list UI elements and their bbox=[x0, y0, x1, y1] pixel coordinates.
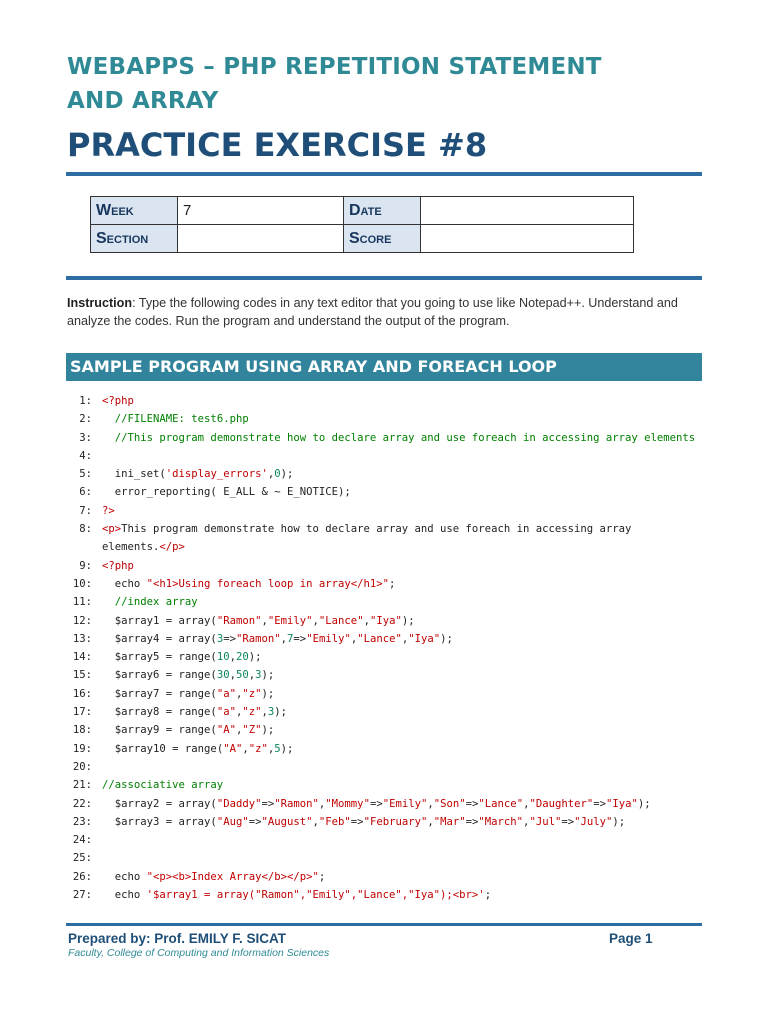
code-line bbox=[66, 721, 706, 739]
line-number: 11: bbox=[72, 596, 92, 609]
code-token: '$array1 = array("Ramon","Emily","Lance","Iya");<br>' bbox=[146, 889, 485, 902]
code-token: $array6 = range( bbox=[114, 669, 217, 682]
code-token: , bbox=[229, 669, 236, 682]
code-token: This program demonstrate how to declare array and use foreach in accessing array bbox=[121, 523, 632, 536]
code-text bbox=[102, 630, 453, 648]
code-line bbox=[66, 758, 706, 776]
code-token: "Ramon" bbox=[274, 797, 319, 810]
line-number: 17: bbox=[72, 706, 92, 719]
code-token: 7 bbox=[287, 632, 294, 645]
code-token: "Iya" bbox=[606, 797, 638, 810]
code-line bbox=[66, 868, 706, 886]
code-token: ); bbox=[274, 706, 288, 719]
code-token: "a" bbox=[216, 706, 236, 719]
code-token: $array10 = range( bbox=[114, 742, 224, 755]
code-token: ); bbox=[612, 815, 626, 828]
code-token: 50 bbox=[235, 669, 249, 682]
code-token: ; bbox=[318, 870, 326, 883]
code-line bbox=[66, 776, 706, 794]
header-divider bbox=[66, 172, 702, 176]
code-token: ; bbox=[484, 889, 492, 902]
code-text bbox=[102, 557, 134, 575]
code-token: "Lance" bbox=[478, 797, 524, 810]
code-text bbox=[102, 721, 274, 739]
code-token: => bbox=[261, 797, 275, 810]
code-token: 30 bbox=[216, 669, 230, 682]
code-token: $array4 = array( bbox=[114, 632, 217, 645]
code-token: "Daddy" bbox=[216, 797, 262, 810]
title-line-2: AND ARRAY bbox=[67, 88, 219, 114]
code-token: "a" bbox=[216, 687, 236, 700]
code-line bbox=[66, 429, 706, 447]
code-token: 'display_errors' bbox=[165, 468, 268, 481]
line-number: 22: bbox=[72, 797, 92, 810]
code-text bbox=[102, 502, 115, 520]
line-number: 8: bbox=[79, 523, 92, 536]
code-token: $array1 = array( bbox=[114, 614, 217, 627]
code-line bbox=[66, 502, 706, 520]
code-line bbox=[66, 465, 706, 483]
code-token: "Mar" bbox=[433, 815, 466, 828]
code-token: $array3 = array( bbox=[114, 815, 217, 828]
code-token: 3 bbox=[216, 632, 224, 645]
line-number: 12: bbox=[72, 614, 92, 627]
code-token: //associative array bbox=[102, 779, 224, 792]
code-token: "Lance" bbox=[357, 632, 402, 645]
code-token: "z" bbox=[242, 706, 262, 719]
code-token: => bbox=[593, 797, 607, 810]
code-token: => bbox=[369, 797, 383, 810]
code-token: ini_set( bbox=[114, 468, 166, 481]
code-token: "Emily" bbox=[267, 614, 313, 627]
code-token: , bbox=[427, 797, 434, 810]
code-token: "Z" bbox=[242, 724, 262, 737]
code-text bbox=[102, 392, 134, 410]
code-token: , bbox=[229, 651, 236, 664]
code-text bbox=[102, 465, 293, 483]
line-number: 27: bbox=[72, 889, 92, 902]
code-line bbox=[66, 392, 706, 410]
code-text bbox=[102, 575, 395, 593]
code-line bbox=[66, 703, 706, 721]
code-token: "Iya" bbox=[369, 614, 402, 627]
score-value bbox=[421, 225, 634, 253]
code-line bbox=[66, 795, 706, 813]
code-token: echo bbox=[114, 870, 147, 883]
section-label: Section bbox=[91, 225, 178, 253]
code-text bbox=[102, 648, 262, 666]
line-number: 23: bbox=[72, 815, 92, 828]
code-token: , bbox=[363, 614, 370, 627]
code-text bbox=[102, 520, 631, 538]
line-number: 7: bbox=[79, 504, 92, 517]
code-token: $array9 = range( bbox=[114, 724, 217, 737]
code-token: "Emily" bbox=[306, 632, 351, 645]
code-token: , bbox=[235, 687, 243, 700]
code-token: => bbox=[350, 815, 364, 828]
code-token: => bbox=[223, 632, 236, 645]
code-line bbox=[66, 685, 706, 703]
code-token: //index array bbox=[114, 596, 198, 609]
code-token: ); bbox=[401, 614, 415, 627]
code-token: 3 bbox=[255, 669, 262, 682]
exercise-title: PRACTICE EXERCISE #8 bbox=[67, 126, 488, 164]
code-token: //FILENAME: test6.php bbox=[114, 413, 249, 426]
code-token: </p> bbox=[159, 541, 185, 554]
code-token: echo bbox=[114, 889, 147, 902]
code-text bbox=[102, 868, 325, 886]
line-number: 13: bbox=[72, 632, 92, 645]
line-number: 3: bbox=[79, 431, 92, 444]
code-line bbox=[66, 813, 706, 831]
code-token: "Son" bbox=[433, 797, 466, 810]
line-number: 9: bbox=[79, 559, 92, 572]
code-token: "<p><b>Index Array</b></p>" bbox=[146, 870, 319, 883]
code-token: "Feb" bbox=[318, 815, 351, 828]
code-token: => bbox=[465, 797, 479, 810]
line-number: 26: bbox=[72, 870, 92, 883]
code-token: 20 bbox=[235, 651, 249, 664]
line-number: 5: bbox=[79, 468, 92, 481]
code-token: , bbox=[401, 632, 409, 645]
info-table bbox=[90, 196, 634, 253]
code-token: "A" bbox=[216, 724, 236, 737]
code-token: //This program demonstrate how to declare array and use foreach in accessing array elements bbox=[114, 431, 696, 444]
score-label: Score bbox=[344, 225, 421, 253]
code-token: $array5 = range( bbox=[114, 651, 217, 664]
code-line bbox=[66, 557, 706, 575]
date-value bbox=[421, 197, 634, 225]
code-text bbox=[102, 776, 223, 794]
code-token: => bbox=[561, 815, 575, 828]
code-line bbox=[66, 648, 706, 666]
line-number: 25: bbox=[72, 852, 92, 865]
code-token: => bbox=[248, 815, 262, 828]
code-listing bbox=[66, 392, 706, 904]
code-text bbox=[102, 410, 249, 428]
code-token: ); bbox=[261, 724, 275, 737]
code-text bbox=[102, 666, 274, 684]
code-token: , bbox=[267, 468, 275, 481]
week-value: 7 bbox=[178, 197, 344, 225]
code-token: "A" bbox=[223, 742, 243, 755]
footer-divider bbox=[66, 923, 702, 926]
section-value bbox=[178, 225, 344, 253]
code-token: "Iya" bbox=[408, 632, 441, 645]
code-token: , bbox=[427, 815, 434, 828]
code-token: => bbox=[465, 815, 479, 828]
code-token: "z" bbox=[248, 742, 268, 755]
code-token: "Ramon" bbox=[216, 614, 262, 627]
table-divider bbox=[66, 276, 702, 280]
date-label: Date bbox=[344, 197, 421, 225]
code-token: elements. bbox=[102, 541, 160, 554]
code-token: error_reporting( E_ALL & ~ E_NOTICE); bbox=[114, 486, 351, 499]
line-number: 4: bbox=[79, 449, 92, 462]
code-token: , bbox=[235, 706, 243, 719]
code-token: 3 bbox=[267, 706, 275, 719]
week-label: Week bbox=[91, 197, 178, 225]
code-token: "July" bbox=[574, 815, 613, 828]
title-line-1: WEBAPPS – PHP REPETITION STATEMENT bbox=[67, 54, 602, 80]
code-line bbox=[66, 593, 706, 611]
code-token: 0 bbox=[274, 468, 281, 481]
code-token: ); bbox=[440, 632, 453, 645]
code-token: <p> bbox=[102, 523, 122, 536]
code-line bbox=[66, 612, 706, 630]
line-number: 16: bbox=[72, 687, 92, 700]
code-token: <?php bbox=[102, 559, 134, 572]
code-token: ); bbox=[280, 468, 294, 481]
code-token: ); bbox=[280, 742, 294, 755]
code-token: , bbox=[248, 669, 256, 682]
code-line bbox=[66, 630, 706, 648]
line-number: 19: bbox=[72, 742, 92, 755]
code-text bbox=[102, 740, 293, 758]
code-token: <?php bbox=[102, 395, 134, 407]
code-token: , bbox=[523, 797, 530, 810]
prepared-by: Prepared by: Prof. EMILY F. SICAT bbox=[68, 931, 287, 946]
line-number: 18: bbox=[72, 724, 92, 737]
code-token: "Jul" bbox=[529, 815, 562, 828]
code-token: , bbox=[280, 632, 288, 645]
line-number: 6: bbox=[79, 486, 92, 499]
code-text bbox=[102, 538, 185, 556]
section-banner: SAMPLE PROGRAM USING ARRAY AND FOREACH LOOP bbox=[66, 353, 702, 381]
code-token: , bbox=[318, 797, 326, 810]
code-line bbox=[66, 483, 706, 501]
line-number: 21: bbox=[72, 779, 92, 792]
code-token: 10 bbox=[216, 651, 230, 664]
code-token: , bbox=[312, 614, 319, 627]
code-token: $array8 = range( bbox=[114, 706, 217, 719]
code-line bbox=[66, 831, 706, 849]
code-line bbox=[66, 447, 706, 465]
code-line bbox=[66, 849, 706, 867]
code-token: , bbox=[261, 706, 268, 719]
code-token: ); bbox=[248, 651, 262, 664]
code-text bbox=[102, 429, 695, 447]
code-token: "Lance" bbox=[318, 614, 364, 627]
code-token: "<h1>Using foreach loop in array</h1>" bbox=[146, 577, 390, 590]
document-title bbox=[67, 50, 707, 118]
code-token: => bbox=[293, 632, 307, 645]
code-token: "Mommy" bbox=[325, 797, 370, 810]
line-number: 14: bbox=[72, 651, 92, 664]
code-token: $array2 = array( bbox=[114, 797, 217, 810]
code-token: $array7 = range( bbox=[114, 687, 217, 700]
code-token: ?> bbox=[102, 504, 115, 517]
line-number: 20: bbox=[72, 760, 92, 773]
line-number: 1: bbox=[79, 395, 92, 407]
code-text bbox=[102, 483, 351, 501]
line-number: 15: bbox=[72, 669, 92, 682]
instruction-paragraph bbox=[67, 294, 703, 330]
code-token: , bbox=[350, 632, 358, 645]
code-line bbox=[66, 740, 706, 758]
code-token: echo bbox=[114, 577, 147, 590]
code-token: "Emily" bbox=[382, 797, 428, 810]
code-token: , bbox=[261, 614, 268, 627]
code-token: "August" bbox=[261, 815, 313, 828]
code-token: "February" bbox=[363, 815, 428, 828]
code-line bbox=[66, 538, 706, 556]
code-token: , bbox=[267, 742, 275, 755]
code-line bbox=[66, 575, 706, 593]
code-token: , bbox=[242, 742, 249, 755]
code-text bbox=[102, 703, 287, 721]
line-number: 10: bbox=[72, 577, 92, 590]
code-token: "Daughter" bbox=[529, 797, 594, 810]
code-token: "z" bbox=[242, 687, 262, 700]
code-line bbox=[66, 666, 706, 684]
code-token: , bbox=[312, 815, 319, 828]
code-line bbox=[66, 410, 706, 428]
code-text bbox=[102, 813, 625, 831]
code-token: ); bbox=[261, 669, 275, 682]
code-token: , bbox=[523, 815, 530, 828]
code-text bbox=[102, 612, 415, 630]
code-token: "Aug" bbox=[216, 815, 249, 828]
code-token: ); bbox=[261, 687, 275, 700]
code-text bbox=[102, 886, 491, 904]
page-number: Page 1 bbox=[609, 931, 653, 946]
code-text bbox=[102, 685, 274, 703]
code-line bbox=[66, 520, 706, 538]
code-token: ; bbox=[389, 577, 396, 590]
code-token: "March" bbox=[478, 815, 524, 828]
code-text bbox=[102, 795, 651, 813]
line-number: 2: bbox=[79, 413, 92, 426]
code-text bbox=[102, 593, 198, 611]
instruction-text: : Type the following codes in any text editor that you going to use like Notepad++. Understand and analyze the codes. Run the program and understand the output of the program. bbox=[67, 296, 678, 328]
instruction-label: Instruction bbox=[67, 296, 133, 310]
code-token: "Ramon" bbox=[235, 632, 281, 645]
code-token: ); bbox=[637, 797, 651, 810]
line-number: 24: bbox=[72, 834, 92, 847]
faculty-line: Faculty, College of Computing and Information Sciences bbox=[68, 947, 330, 959]
code-token: 5 bbox=[274, 742, 281, 755]
code-token: , bbox=[235, 724, 243, 737]
code-line bbox=[66, 886, 706, 904]
